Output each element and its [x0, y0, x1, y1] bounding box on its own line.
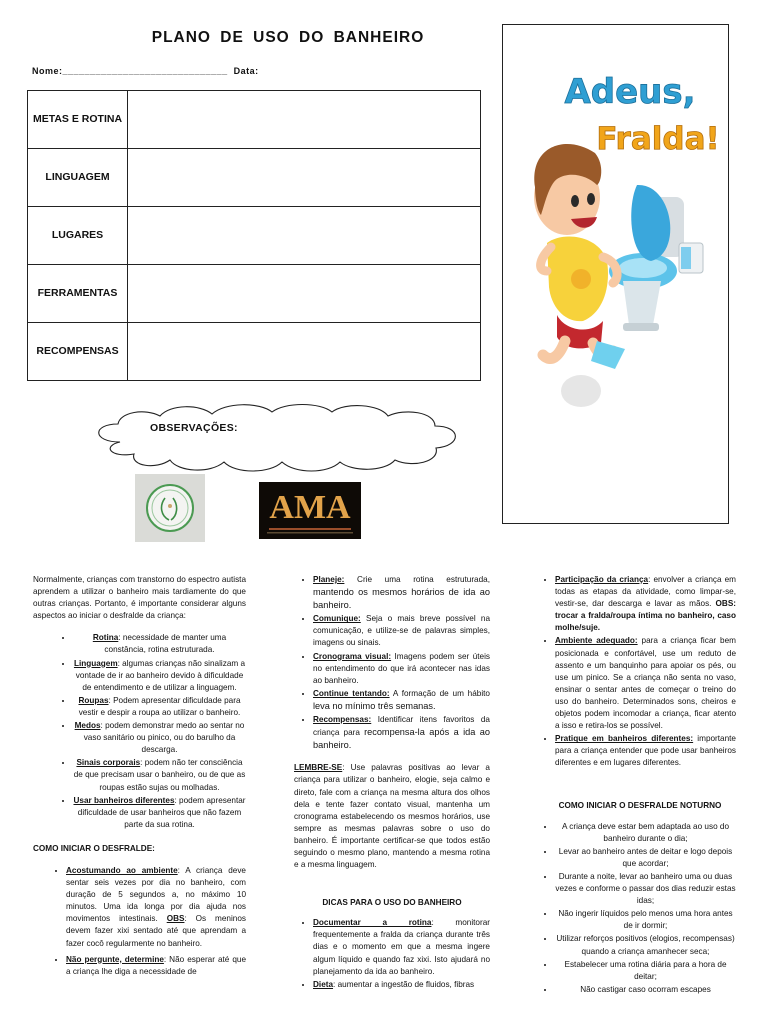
- list-item-term: Usar banheiros diferentes: [73, 795, 175, 805]
- list-item-term: Linguagem: [73, 658, 118, 668]
- poster-line-2: Fralda!: [596, 121, 720, 157]
- list-item: [66, 954, 246, 978]
- list-item-text: A formação de um hábito: [389, 688, 490, 698]
- list-item-text: : podem apresentar dificuldade de usar banheiros que não fazem parte da sua rotina.: [77, 795, 246, 829]
- table-row: [28, 323, 481, 381]
- list-item-text: mantendo os mesmos horários de ida ao banheiro.: [313, 587, 490, 611]
- list-item-term: Sinais corporais: [76, 758, 141, 768]
- section-heading: COMO INICIAR O DESFRALDE NOTURNO: [558, 800, 722, 810]
- tips-column: [294, 574, 490, 992]
- table-row: [28, 265, 481, 323]
- list-item: [313, 574, 490, 612]
- list-item-text: importante para a criança entender que pode usar banheiros diferentes e em lugares diferentes.: [555, 734, 736, 768]
- list-item-text: Crie uma rotina estruturada,: [344, 575, 490, 584]
- row-input-cell[interactable]: [128, 323, 481, 381]
- row-label: LINGUAGEM: [28, 149, 128, 207]
- list-item-term: Continue tentando:: [313, 688, 390, 698]
- list-item-term: Participação da criança: [555, 575, 649, 584]
- list-item-term: Documentar a rotina: [313, 918, 432, 928]
- name-date-line: Nome:______________________________ Data:: [32, 66, 259, 76]
- list-item-term: Cronograma visual:: [313, 651, 392, 661]
- list-item-text: Seja o mais breve possível na comunicação, e utilize-se de palavras simples, imagens ou sinais.: [313, 614, 490, 648]
- row-input-cell[interactable]: [128, 265, 481, 323]
- list-item-text: : monitorar frequentemente a fralda da criança durante três dias e o momento em que a mesma ingere algum líquido e quando faz xixi. Isto ajudará no planejamento da ida ao banheiro.: [313, 918, 490, 976]
- intro-column: [33, 574, 246, 979]
- list-item: [313, 917, 490, 977]
- table-row: [28, 207, 481, 265]
- goals-table: [27, 90, 481, 381]
- table-row: [28, 91, 481, 149]
- list-item: [313, 613, 490, 649]
- list-item: [555, 635, 736, 732]
- row-input-cell[interactable]: [128, 91, 481, 149]
- list-item-note: OBS: trocar a fralda/roupa íntima no banheiro, caso molhe/suje.: [555, 599, 736, 633]
- list-item: [73, 632, 246, 656]
- night-list: [536, 821, 736, 996]
- list-item-text: : podem não ter consciência de que precisam usar o banheiro, ou de que as roupas estão sujas ou molhadas.: [73, 758, 246, 792]
- list-item: [313, 979, 490, 991]
- list-item-term: Planeje:: [313, 575, 345, 584]
- poster-frame: [502, 24, 729, 524]
- row-input-cell[interactable]: [128, 207, 481, 265]
- intro-paragraph: Normalmente, crianças com transtorno do espectro autista aprendem a utilizar o banheiro mais tardiamente do que outras crianças. Portanto, é importante considerar alguns aspectos ao iniciar o desfralde da criança:: [33, 575, 246, 621]
- list-item-text: Imagens podem ser úteis no entendimento do que irá acontecer nas idas ao banheiro.: [313, 651, 490, 685]
- list-item-text: para a criança ficar bem posicionada e confortável, use um reduto de assento e um banquinho para apoiar os pés, ou use um pinico. Se a criança não senta no vaso, ensinar o sentar antes de começar o treino do uso do banheiro. Determinados sons, cheiros e objetos podem incomodar a criança, ficar atento a isso e retira-los se possível.: [555, 636, 736, 731]
- potty-boy-illustration: [503, 25, 728, 523]
- list-item: [313, 688, 490, 713]
- list-item: [313, 651, 490, 687]
- list-item: • Estabelecer uma rotina diária para a hora de deitar;: [555, 959, 736, 983]
- row-label: METAS E ROTINA: [28, 91, 128, 149]
- list-item-text: : podem demonstrar medo ao sentar no vaso sanitário ou pinico, ou do barulho da descarga.: [83, 721, 245, 755]
- list-item: [73, 757, 246, 793]
- list-item-term: Rotina: [92, 633, 119, 643]
- steps-list: [33, 865, 246, 978]
- observations-label: OBSERVAÇÕES:: [150, 422, 238, 434]
- list-item: • Durante a noite, levar ao banheiro uma ou duas vezes e conforme o passar dos dias reduzir estas idas;: [555, 871, 736, 907]
- list-item: • Não castigar caso ocorram escapes: [555, 984, 736, 996]
- list-item-text: : A criança deve sentar seis vezes por dia no banheiro, com duração de 5 segundos a, no máximo 10 minutos. Uma ida longa por dia ajuda nos movimentos intestinais.: [66, 865, 246, 924]
- list-item-term: Medos: [74, 721, 101, 731]
- list-item-text: : algumas crianças não sinalizam a vontade de ir ao banheiro devido à dificuldade de entendimento e de utilizar a linguagem.: [75, 658, 246, 692]
- aspects-list: [33, 632, 246, 831]
- list-item-term: Acostumando ao ambiente: [66, 865, 178, 875]
- list-item-text: : envolver a criança em todas as etapas da atividade, como limpar-se, vestir-se, dar descarga e lavar as mãos.: [555, 575, 736, 609]
- obs-label: OBS: [166, 914, 185, 924]
- list-item-term: Não pergunte, determine: [66, 954, 164, 964]
- list-item-term: Pratique em banheiros diferentes:: [555, 734, 694, 744]
- list-item-text: leva no mínimo três semanas.: [313, 700, 436, 711]
- list-item-term: Roupas: [78, 695, 109, 705]
- remember-term: LEMBRE-SE: [294, 763, 343, 773]
- leaf-logo: [135, 474, 205, 542]
- list-item-text: : necessidade de manter uma constância, rotina estruturada.: [104, 633, 227, 655]
- ama-logo: [259, 482, 361, 539]
- list-item: [313, 714, 490, 752]
- list-item-text: : Podem apresentar dificuldade para vestir e despir a roupa ao utilizar o banheiro.: [78, 695, 241, 717]
- table-row: [28, 149, 481, 207]
- list-item: [555, 733, 736, 769]
- list-item-term: Ambiente adequado:: [555, 636, 638, 646]
- remember-paragraph: [294, 762, 490, 871]
- observations-cloud: [90, 402, 464, 474]
- practice-list: [536, 574, 736, 770]
- ama-logo-text: AMA: [269, 489, 351, 526]
- section-heading: COMO INICIAR O DESFRALDE:: [33, 843, 155, 853]
- row-label: RECOMPENSAS: [28, 323, 128, 381]
- remember-text: : Use palavras positivas ao levar a criança para utilizar o banheiro, elogie, seja calmo e direto, fale com a criança na mesma altura dos olhos dela e tente fazer contato visual, mantenha um cronograma estabelecendo os mesmos horários, use sempre as mesmas palavras sobre o uso do banheiro. É importante certificar-se que todos estão seguindo o mesmo plano, mantendo a mesma rotina e a mesma linguagem.: [294, 763, 490, 870]
- page-title: PLANO DE USO DO BANHEIRO: [151, 29, 425, 46]
- list-item: • A criança deve estar bem adaptada ao uso do banheiro durante o dia;: [555, 821, 736, 845]
- list-item-term: Dieta: [313, 979, 334, 989]
- list-item-text: Identificar itens favoritos da criança para: [313, 715, 490, 738]
- list-item: [73, 658, 246, 694]
- poster-line-1: Adeus,: [564, 72, 696, 112]
- night-column: [536, 574, 736, 997]
- list-item-text: : aumentar a ingestão de fluidos, fibras: [333, 979, 475, 989]
- list-item: • Utilizar reforços positivos (elogios, recompensas) quando a criança amanhecer seca;: [555, 933, 736, 957]
- list-item-text: recompensa-la após a ida ao banheiro.: [313, 727, 490, 751]
- row-input-cell[interactable]: [128, 149, 481, 207]
- list-item: • Não ingerir líquidos pelo menos uma hora antes de ir dormir;: [555, 908, 736, 932]
- tips-list: [294, 917, 490, 991]
- list-item-text: : Não esperar até que a criança lhe diga a necessidade de: [66, 954, 246, 976]
- list-item: [73, 695, 246, 719]
- list-item: [73, 720, 246, 756]
- list-item-text: : Os meninos devem fazer xixi sentado até que aprendam a fazer cocô regularmente no banheiro.: [66, 914, 247, 948]
- list-item-term: Comunique:: [313, 614, 361, 624]
- list-item: [66, 865, 246, 950]
- plan-list: [294, 574, 490, 752]
- list-item: [555, 574, 736, 634]
- row-label: LUGARES: [28, 207, 128, 265]
- list-item: • Levar ao banheiro antes de deitar e logo depois que acordar;: [555, 846, 736, 870]
- list-item: [73, 795, 246, 831]
- section-heading: DICAS PARA O USO DO BANHEIRO: [322, 898, 462, 908]
- list-item-term: Recompensas:: [313, 715, 372, 725]
- row-label: FERRAMENTAS: [28, 265, 128, 323]
